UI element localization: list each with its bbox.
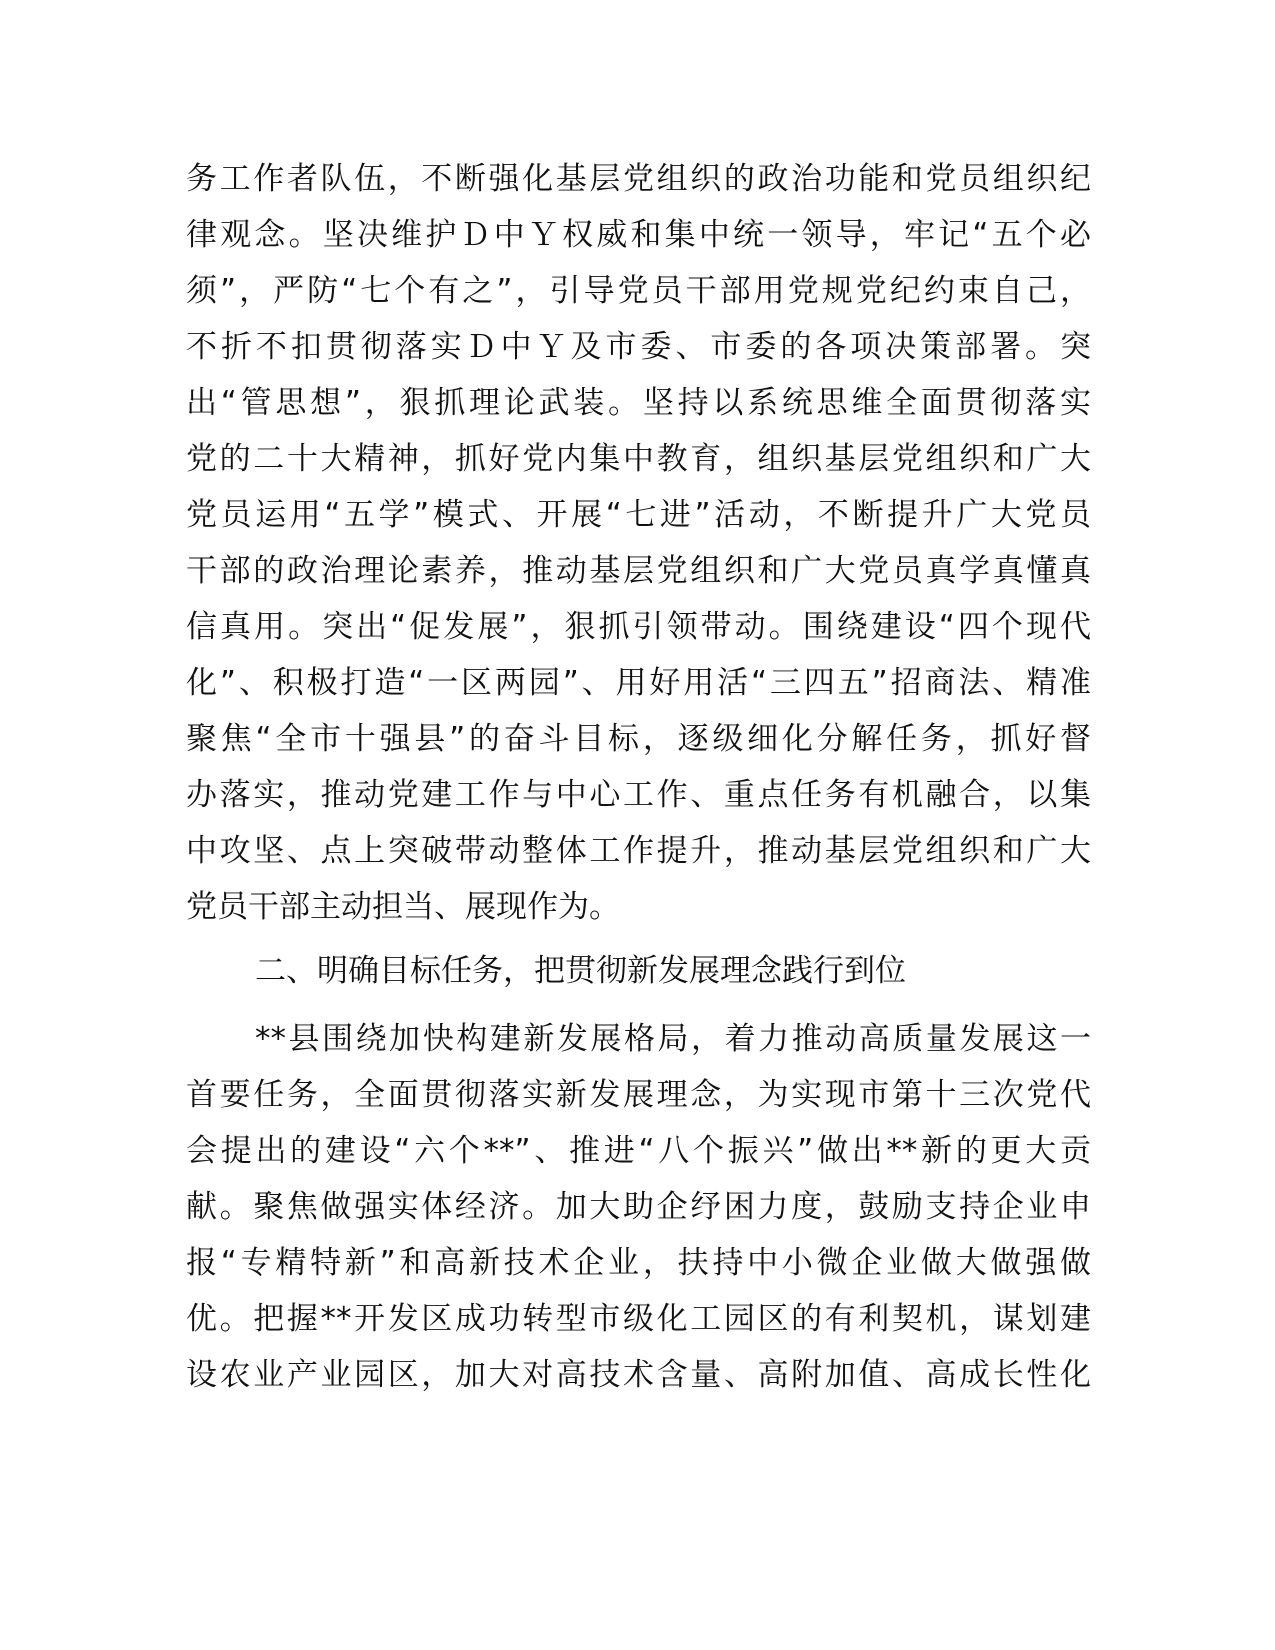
text-line: 聚焦“全市十强县”的奋斗目标，逐级细化分解任务，抓好督 — [186, 721, 1091, 757]
text-line: 出“管思想”，狠抓理论武装。坚持以系统思维全面贯彻落实 — [186, 385, 1091, 421]
text-line: 化”、积极打造“一区两园”、用好用活“三四五”招商法、精准 — [186, 665, 1091, 701]
text-line: 不折不扣贯彻落实Ｄ中Ｙ及市委、市委的各项决策部署。突 — [186, 329, 1091, 365]
text-line: 干部的政治理论素养，推动基层党组织和广大党员真学真懂真 — [186, 553, 1091, 589]
text-line: 会提出的建设“六个**”、推进“八个振兴”做出**新的更大贡 — [186, 1133, 1091, 1169]
text-line: 办落实，推动党建工作与中心工作、重点任务有机融合，以集 — [186, 777, 1091, 813]
text-line: 优。把握**开发区成功转型市级化工园区的有利契机，谋划建 — [186, 1301, 1091, 1337]
text-line: 党员干部主动担当、展现作为。 — [186, 889, 620, 925]
text-line: 设农业产业园区，加大对高技术含量、高附加值、高成长性化 — [186, 1357, 1091, 1393]
text-line: 首要任务，全面贯彻落实新发展理念，为实现市第十三次党代 — [186, 1077, 1091, 1113]
text-line: **县围绕加快构建新发展格局，着力推动高质量发展这一 — [255, 1021, 1091, 1057]
text-line: 党的二十大精神，抓好党内集中教育，组织基层党组织和广大 — [186, 441, 1091, 477]
text-line: 中攻坚、点上突破带动整体工作提升，推动基层党组织和广大 — [186, 833, 1091, 869]
text-line: 信真用。突出“促发展”，狠抓引领带动。围绕建设“四个现代 — [186, 609, 1091, 645]
text-line: 报“专精特新”和高新技术企业，扶持中小微企业做大做强做 — [186, 1245, 1091, 1281]
text-line: 须”，严防“七个有之”，引导党员干部用党规党纪约束自己， — [186, 273, 1091, 309]
text-line: 务工作者队伍，不断强化基层党组织的政治功能和党员组织纪 — [186, 161, 1091, 197]
text-line: 党员运用“五学”模式、开展“七进”活动，不断提升广大党员 — [186, 497, 1091, 533]
text-line: 律观念。坚决维护Ｄ中Ｙ权威和集中统一领导，牢记“五个必 — [186, 217, 1091, 253]
text-line: 献。聚焦做强实体经济。加大助企纾困力度，鼓励支持企业申 — [186, 1189, 1091, 1225]
section-heading: 二、明确目标任务，把贯彻新发展理念践行到位 — [255, 953, 906, 989]
